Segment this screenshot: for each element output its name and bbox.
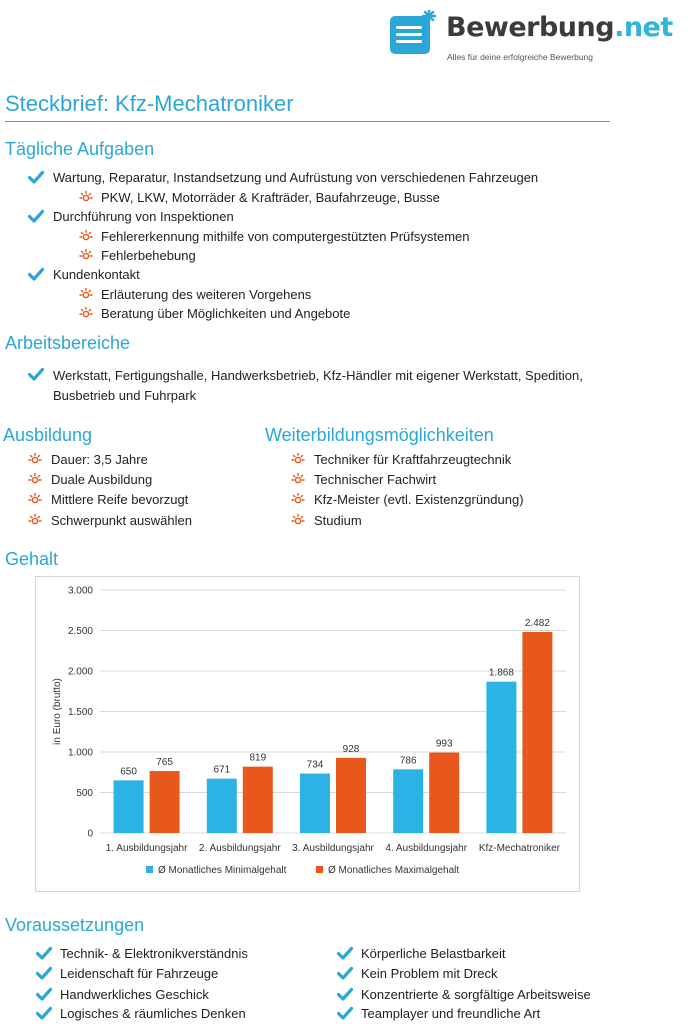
y-tick-label: 3.000: [67, 585, 93, 597]
task-subitem: Erläuterung des weiteren Vorgehens: [101, 287, 312, 302]
heading-gehalt: Gehalt: [5, 549, 59, 569]
data-label: 786: [399, 755, 417, 767]
y-tick-label: 1.500: [67, 707, 93, 718]
task-item: Kundenkontakt: [53, 267, 140, 282]
legend-swatch: [146, 866, 153, 873]
sun-bullet-icon: [28, 452, 42, 466]
bar: [300, 774, 330, 833]
sun-bullet-icon: [79, 287, 93, 301]
sun-bullet-icon: [291, 472, 305, 486]
weiterbildung-item: Kfz-Meister (evtl. Existenzgründung): [314, 492, 524, 507]
x-tick-label: 4. Ausbildungsjahr: [385, 843, 468, 854]
sun-bullet-icon: [28, 513, 42, 527]
bar: [114, 780, 144, 833]
check-icon: [337, 966, 353, 980]
x-tick-label: 1. Ausbildungsjahr: [105, 843, 188, 854]
legend-label: Ø Monatliches Minimalgehalt: [158, 865, 287, 876]
arbeitsbereiche-text: Werkstatt, Fertigungshalle, Handwerksbetrieb, Kfz-Händler mit eigener Werkstatt, Spedition, Busbetrieb und Fuhrpark: [53, 368, 583, 403]
data-label: 993: [435, 738, 453, 750]
page-title: Steckbrief: Kfz-Mechatroniker: [5, 91, 294, 116]
check-icon: [337, 1006, 353, 1020]
y-axis-title: in Euro (brutto): [52, 678, 63, 745]
bar: [393, 769, 423, 833]
logo-wordmark: Bewerbung.net: [446, 12, 673, 43]
data-label: 734: [306, 759, 324, 771]
data-label: 928: [342, 743, 360, 755]
sun-bullet-icon: [28, 492, 42, 506]
bar: [522, 632, 552, 833]
check-icon: [28, 170, 44, 184]
bar: [207, 779, 237, 833]
requirement-item: Konzentrierte & sorgfältige Arbeitsweise: [361, 987, 591, 1002]
requirement-item: Kein Problem mit Dreck: [361, 966, 498, 981]
sun-bullet-icon: [291, 492, 305, 506]
weiterbildung-item: Technischer Fachwirt: [314, 472, 437, 487]
y-tick-label: 0: [87, 828, 93, 840]
heading-voraussetzungen: Voraussetzungen: [5, 915, 145, 935]
document-star-icon: [390, 10, 436, 54]
heading-arbeitsbereiche: Arbeitsbereiche: [5, 333, 131, 353]
requirement-item: Technik- & Elektronikverständnis: [60, 946, 248, 961]
y-tick-label: 2.500: [67, 626, 93, 637]
heading-taegliche-aufgaben: Tägliche Aufgaben: [5, 139, 155, 159]
salary-chart-svg: [36, 577, 579, 891]
task-subitem: Fehlererkennung mithilfe von computergestützten Prüfsystemen: [101, 229, 470, 244]
check-icon: [337, 987, 353, 1001]
brand-logo: [390, 4, 690, 64]
y-tick-label: 500: [76, 788, 93, 799]
check-icon: [28, 267, 44, 281]
check-icon: [36, 987, 52, 1001]
check-icon: [28, 209, 44, 223]
check-icon: [28, 367, 44, 381]
ausbildung-item: Mittlere Reife bevorzugt: [51, 492, 189, 507]
bar: [243, 767, 273, 833]
y-tick-label: 2.000: [67, 666, 93, 678]
data-label: 671: [213, 764, 231, 776]
y-tick-label: 1.000: [67, 747, 93, 759]
data-label: 1.868: [488, 667, 514, 679]
check-icon: [36, 1006, 52, 1020]
check-icon: [337, 946, 353, 960]
sun-bullet-icon: [79, 248, 93, 262]
sun-bullet-icon: [291, 452, 305, 466]
bar: [486, 682, 516, 833]
check-icon: [36, 966, 52, 980]
data-label: 2.482: [524, 617, 550, 629]
heading-weiterbildung: Weiterbildungsmöglichkeiten: [265, 425, 494, 445]
bar: [150, 771, 180, 833]
task-item: Durchführung von Inspektionen: [53, 209, 234, 224]
weiterbildung-item: Techniker für Kraftfahrzeugtechnik: [314, 452, 512, 467]
requirement-item: Teamplayer und freundliche Art: [361, 1006, 541, 1021]
logo-tagline: Alles für deine erfolgreiche Bewerbung: [447, 52, 594, 62]
data-label: 765: [156, 757, 173, 769]
weiterbildung-item: Studium: [314, 513, 362, 528]
data-label: 819: [249, 752, 267, 764]
x-tick-label: 3. Ausbildungsjahr: [292, 843, 374, 854]
requirement-item: Handwerkliches Geschick: [60, 987, 209, 1002]
bar: [336, 758, 366, 833]
x-tick-label: Kfz-Mechatroniker: [478, 843, 560, 854]
salary-chart: [35, 576, 580, 892]
ausbildung-item: Duale Ausbildung: [51, 472, 153, 487]
title-divider: [5, 121, 610, 122]
sun-bullet-icon: [79, 229, 93, 243]
x-tick-label: 2. Ausbildungsjahr: [198, 843, 281, 854]
requirement-item: Logisches & räumliches Denken: [60, 1006, 246, 1021]
sun-bullet-icon: [291, 513, 305, 527]
sun-bullet-icon: [79, 306, 93, 320]
requirement-item: Körperliche Belastbarkeit: [361, 946, 506, 961]
data-label: 650: [120, 766, 137, 778]
legend-swatch: [316, 866, 323, 873]
heading-ausbildung: Ausbildung: [3, 425, 93, 445]
sun-bullet-icon: [79, 190, 93, 204]
ausbildung-item: Dauer: 3,5 Jahre: [51, 452, 148, 467]
task-item: Wartung, Reparatur, Instandsetzung und Aufrüstung von verschiedenen Fahrzeugen: [53, 170, 539, 185]
requirement-item: Leidenschaft für Fahrzeuge: [60, 966, 219, 981]
legend-label: Ø Monatliches Maximalgehalt: [328, 865, 460, 876]
task-subitem: Fehlerbehebung: [101, 248, 196, 263]
task-subitem: Beratung über Möglichkeiten und Angebote: [101, 306, 351, 321]
sun-bullet-icon: [28, 472, 42, 486]
check-icon: [36, 946, 52, 960]
ausbildung-item: Schwerpunkt auswählen: [51, 513, 192, 528]
task-subitem: PKW, LKW, Motorräder & Krafträder, Baufahrzeuge, Busse: [101, 190, 440, 205]
bar: [429, 753, 459, 833]
